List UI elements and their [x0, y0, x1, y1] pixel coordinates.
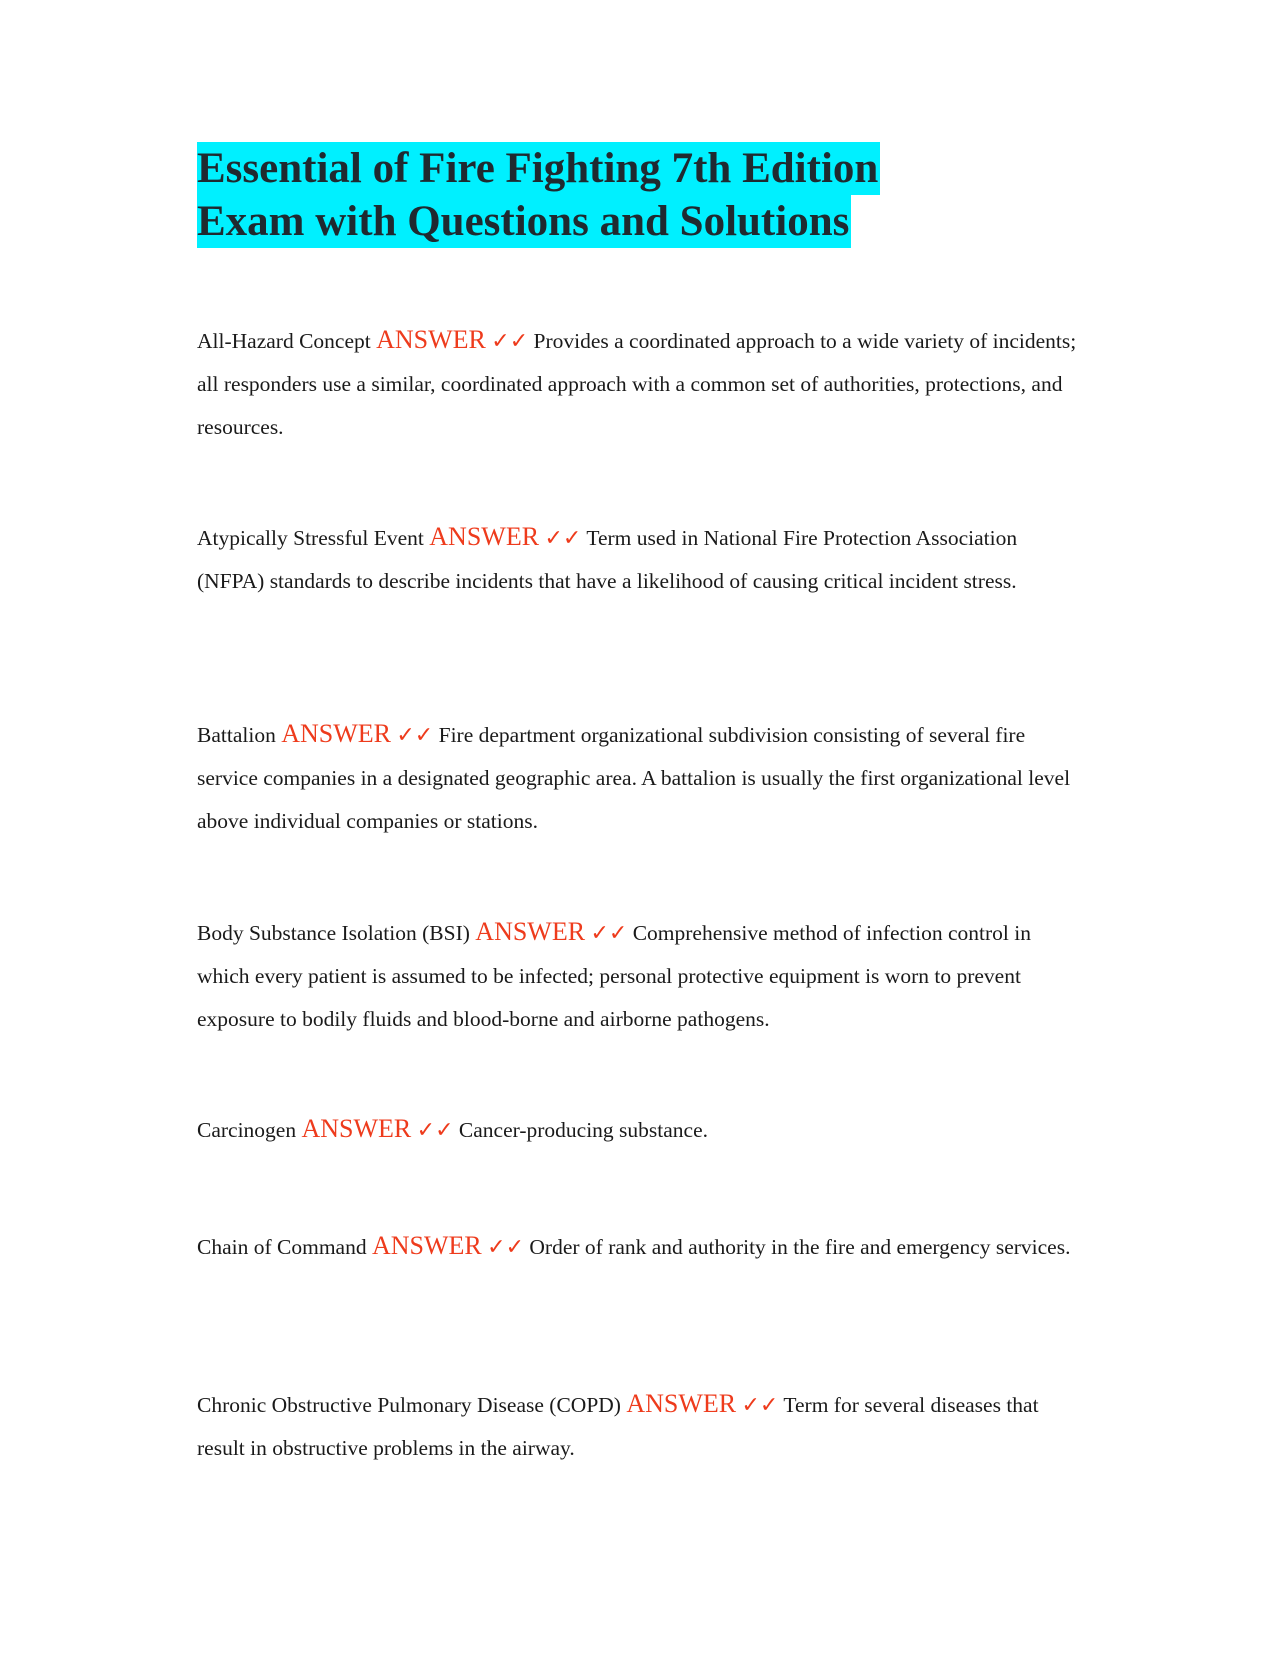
page-title — [197, 142, 1097, 248]
double-check-icon: ✓✓ — [416, 1117, 454, 1142]
entry-definition: Order of rank and authority in the fire and emergency services. — [529, 1235, 1071, 1259]
answer-label: ANSWER — [626, 1389, 737, 1418]
double-check-icon: ✓✓ — [741, 1392, 779, 1417]
entry-definition: Term used in National Fire Protection Association (NFPA) standards to describe incidents that have a likelihood of causing critical incident stress. — [197, 526, 1018, 593]
entry-definition: Cancer-producing substance. — [458, 1118, 709, 1142]
entry-term: Chronic Obstructive Pulmonary Disease (COPD) — [197, 1393, 621, 1417]
qa-entry-all-hazard-concept — [197, 318, 1087, 449]
title-line-2: Exam with Questions and Solutions — [197, 195, 851, 248]
double-check-icon: ✓✓ — [487, 1234, 525, 1259]
entry-definition: Term for several diseases that result in obstructive problems in the airway. — [197, 1393, 1039, 1460]
double-check-icon: ✓✓ — [544, 525, 582, 550]
answer-label: ANSWER — [475, 917, 586, 946]
double-check-icon: ✓✓ — [590, 920, 628, 945]
entry-definition: Provides a coordinated approach to a wide variety of incidents; all responders use a similar, coordinated approach with a common set of authorities, protections, and resources. — [197, 329, 1077, 439]
entry-term: Carcinogen — [197, 1118, 297, 1142]
answer-label: ANSWER — [371, 1231, 482, 1260]
answer-label: ANSWER — [429, 522, 540, 551]
entry-term: All-Hazard Concept — [197, 329, 371, 353]
answer-label: ANSWER — [301, 1114, 412, 1143]
qa-entry-chain-of-command — [197, 1224, 1087, 1269]
qa-entry-atypically-stressful-event — [197, 515, 1087, 603]
entry-term: Body Substance Isolation (BSI) — [197, 921, 470, 945]
answer-label: ANSWER — [281, 719, 391, 748]
qa-entry-body-substance-isolation — [197, 910, 1087, 1041]
answer-label: ANSWER — [376, 325, 486, 354]
double-check-icon: ✓✓ — [491, 328, 529, 353]
qa-entry-battalion — [197, 712, 1087, 843]
title-line-1: Essential of Fire Fighting 7th Edition — [197, 142, 880, 195]
double-check-icon: ✓✓ — [396, 722, 434, 747]
qa-entry-carcinogen — [197, 1107, 1087, 1152]
qa-entry-copd — [197, 1382, 1087, 1470]
entry-term: Atypically Stressful Event — [197, 526, 424, 550]
entry-term: Chain of Command — [197, 1235, 367, 1259]
entry-definition: Comprehensive method of infection control in which every patient is assumed to be infected; personal protective equipment is worn to prevent exposure to bodily fluids and blood-borne and airborne pathogens. — [197, 921, 1031, 1031]
entry-definition: Fire department organizational subdivision consisting of several fire service companies in a designated geographic area. A battalion is usually the first organizational level above individual companies or stations. — [197, 723, 1071, 833]
entry-term: Battalion — [197, 723, 276, 747]
